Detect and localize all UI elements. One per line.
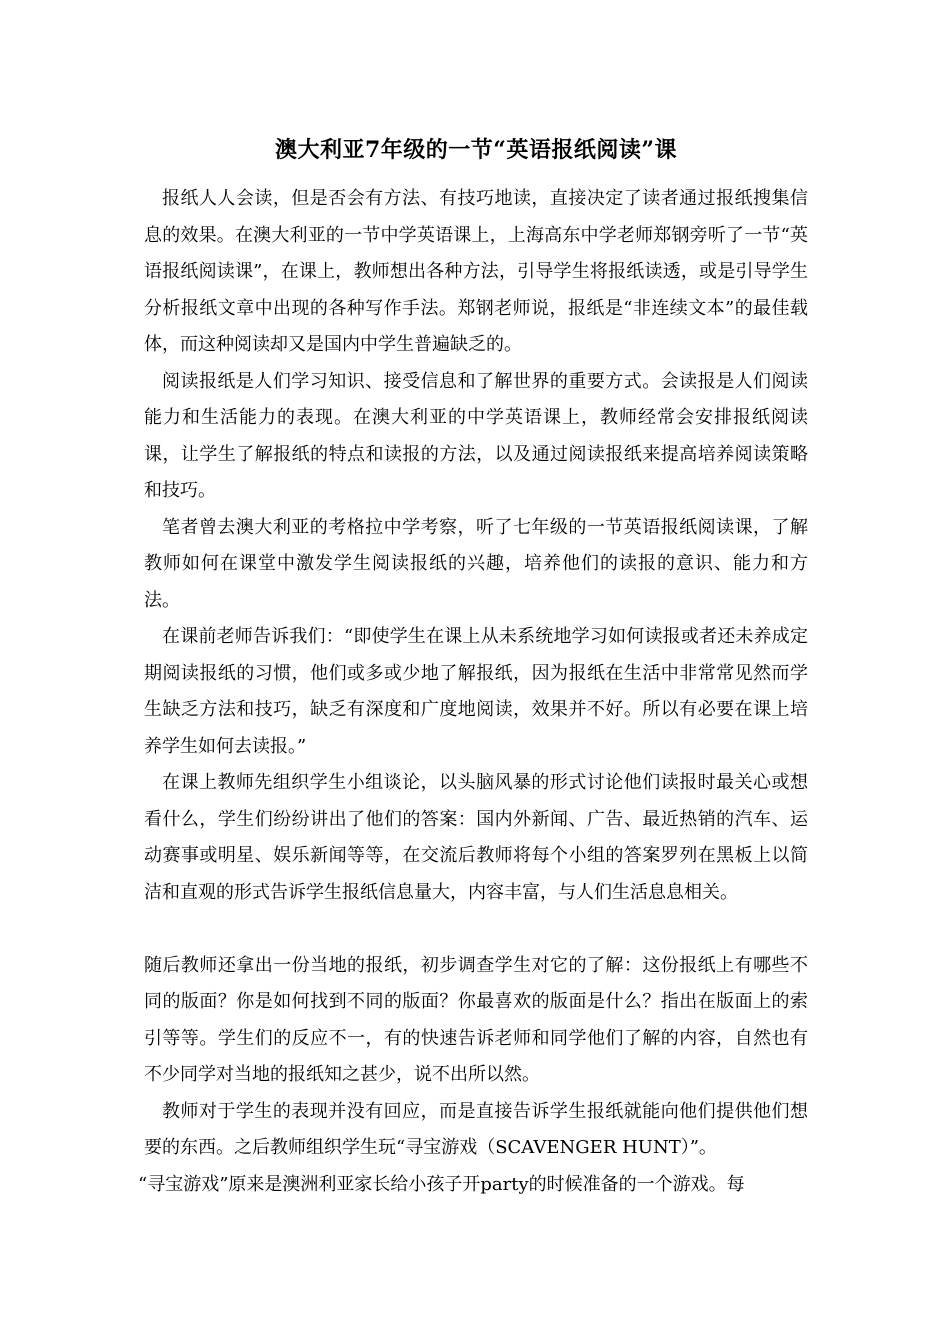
paragraph-4: 在课前老师告诉我们：“即使学生在课上从未系统地学习如何读报或者还未养成定期阅读报纸的习惯，他们或多或少地了解报纸，因为报纸在生活中非常常见然而学生缺乏方法和技巧，缺乏有深度和广度地阅读，效果并不好。所以有必要在课上培养学生如何去读报。” <box>144 626 808 757</box>
paragraph-2: 阅读报纸是人们学习知识、接受信息和了解世界的重要方式。会读报是人们阅读能力和生活能力的表现。在澳大利亚的中学英语课上，教师经常会安排报纸阅读课，让学生了解报纸的特点和读报的方法，以及通过阅读报纸来提高培养阅读策略和技巧。 <box>144 370 808 501</box>
paragraph-8: “寻宝游戏”原来是澳洲利亚家长给小孩子开party的时候准备的一个游戏。每 <box>138 1173 745 1195</box>
paragraph-5: 在课上教师先组织学生小组谈论，以头脑风暴的形式讨论他们读报时最关心或想看什么，学生们纷纷讲出了他们的答案：国内外新闻、广告、最近热销的汽车、运动赛事或明星、娱乐新闻等等，在交流后教师将每个小组的答案罗列在黑板上以简洁和直观的形式告诉学生报纸信息量大，内容丰富，与人们生活息息相关。 <box>144 772 808 903</box>
document-page <box>138 0 808 1203</box>
paragraph-1: 报纸人人会读，但是否会有方法、有技巧地读，直接决定了读者通过报纸搜集信息的效果。在澳大利亚的一节中学英语课上，上海高东中学老师郑钢旁听了一节“英语报纸阅读课”，在课上，教师想出各种方法，引导学生将报纸读透，或是引导学生分析报纸文章中出现的各种写作手法。郑钢老师说，报纸是“非连续文本”的最佳载体，而这种阅读却又是国内中学生普遍缺乏的。 <box>144 188 808 355</box>
paragraph-7: 教师对于学生的表现并没有回应，而是直接告诉学生报纸就能向他们提供他们想要的东西。之后教师组织学生玩“寻宝游戏（SCAVENGER HUNT）”。 <box>144 1100 808 1158</box>
paragraph-3: 笔者曾去澳大利亚的考格拉中学考察，听了七年级的一节英语报纸阅读课，了解教师如何在课堂中激发学生阅读报纸的兴趣，培养他们的读报的意识、能力和方法。 <box>144 516 808 611</box>
blank-line <box>144 911 808 948</box>
document-title: 澳大利亚7年级的一节“英语报纸阅读”课 <box>274 137 678 163</box>
document-body <box>138 181 808 1203</box>
paragraph-6: 随后教师还拿出一份当地的报纸，初步调查学生对它的了解：这份报纸上有哪些不同的版面？你是如何找到不同的版面？你最喜欢的版面是什么？指出在版面上的索引等等。学生们的反应不一，有的快速告诉老师和同学他们了解的内容，自然也有不少同学对当地的报纸知之甚少，说不出所以然。 <box>144 954 808 1085</box>
